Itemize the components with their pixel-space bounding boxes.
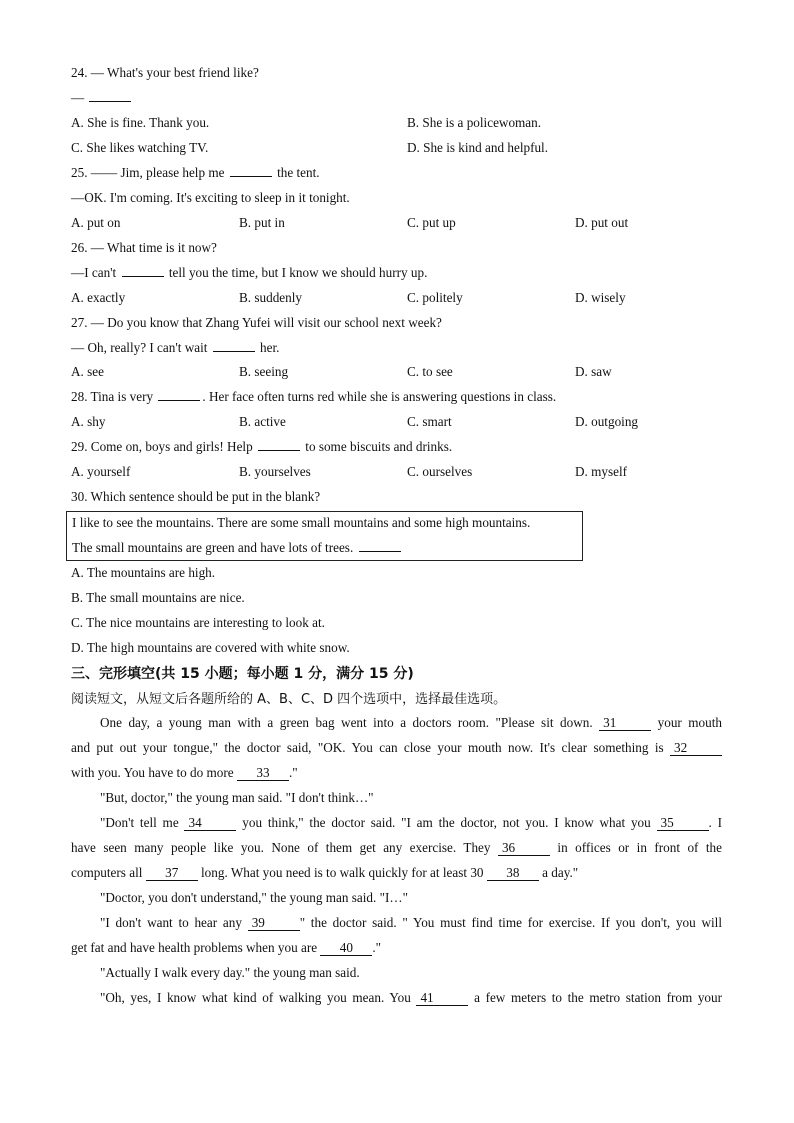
- answer-blank: [230, 164, 272, 177]
- q27-option-b: B. seeing: [239, 364, 289, 379]
- passage-line-4: "But, doctor," the young man said. "I don't think…": [100, 790, 374, 805]
- q30-option-d: D. The high mountains are covered with white snow.: [71, 640, 350, 655]
- passage-line-7: computers all 37 long. What you need is to walk quickly for at least 30 38 a day.": [71, 865, 579, 880]
- q26-option-c: C. politely: [407, 290, 463, 305]
- q29-option-d: D. myself: [575, 464, 628, 479]
- passage-line-10: get fat and have health problems when you are 40 .": [71, 940, 382, 955]
- q26-option-b: B. suddenly: [239, 290, 303, 305]
- q26-stem: 26. — What time is it now?: [71, 240, 217, 255]
- q28-option-a: A. shy: [71, 414, 106, 429]
- answer-blank: [89, 89, 131, 102]
- blank-38: 38: [487, 866, 539, 881]
- blank-40: 40: [320, 941, 372, 956]
- q27-stem: 27. — Do you know that Zhang Yufei will visit our school next week?: [71, 315, 442, 330]
- blank-35: 35: [657, 816, 709, 831]
- q29-stem: 29. Come on, boys and girls! Help to some biscuits and drinks.: [71, 439, 453, 454]
- blank-37: 37: [146, 866, 198, 881]
- q30-option-a: A. The mountains are high.: [71, 565, 216, 580]
- answer-blank: [122, 264, 164, 277]
- passage-line-6: have seen many people like you. None of them get any exercise. They 36 in offices or in front of the: [71, 840, 722, 855]
- q29-option-b: B. yourselves: [239, 464, 311, 479]
- q25-option-b: B. put in: [239, 215, 285, 230]
- q24-reply: —: [71, 89, 133, 107]
- q27-option-c: C. to see: [407, 364, 453, 379]
- q28-option-b: B. active: [239, 414, 286, 429]
- q24-option-d: D. She is kind and helpful.: [407, 140, 549, 155]
- q29-option-a: A. yourself: [71, 464, 131, 479]
- q30-stem: 30. Which sentence should be put in the blank?: [71, 489, 321, 504]
- q25-reply: —OK. I'm coming. It's exciting to sleep in it tonight.: [71, 190, 350, 205]
- passage-line-11: "Actually I walk every day." the young man said.: [100, 965, 360, 980]
- q30-option-c: C. The nice mountains are interesting to look at.: [71, 615, 325, 630]
- blank-41: 41: [416, 991, 468, 1006]
- passage-line-3: with you. You have to do more 33 .": [71, 765, 298, 780]
- q24-option-a: A. She is fine. Thank you.: [71, 115, 210, 130]
- passage-line-5: "Don't tell me 34 you think," the doctor said. "I am the doctor, not you. I know what you 35 . I: [100, 815, 723, 830]
- blank-34: 34: [184, 816, 236, 831]
- q29-option-c: C. ourselves: [407, 464, 473, 479]
- answer-blank: [158, 388, 200, 401]
- q30-box-line-1: I like to see the mountains. There are some small mountains and some high mountains.: [72, 515, 531, 530]
- q27-option-a: A. see: [71, 364, 104, 379]
- answer-blank: [258, 438, 300, 451]
- q25-option-a: A. put on: [71, 215, 121, 230]
- q27-reply: — Oh, really? I can't wait her.: [71, 340, 280, 355]
- q26-option-d: D. wisely: [575, 290, 626, 305]
- blank-31: 31: [599, 716, 651, 731]
- q24-option-b: B. She is a policewoman.: [407, 115, 542, 130]
- blank-39: 39: [248, 916, 300, 931]
- passage-line-8: "Doctor, you don't understand," the young man said. "I…": [100, 890, 408, 905]
- q27-option-d: D. saw: [575, 364, 612, 379]
- q30-box-line-2: The small mountains are green and have lots of trees.: [72, 539, 403, 557]
- passage-line-9: "I don't want to hear any 39 " the doctor said. " You must find time for exercise. If you don't, you will: [100, 915, 722, 930]
- q25-option-d: D. put out: [575, 215, 629, 230]
- q30-option-b: B. The small mountains are nice.: [71, 590, 245, 605]
- q28-option-d: D. outgoing: [575, 414, 639, 429]
- section-instruction: 阅读短文，从短文后各题所给的 A、B、C、D 四个选项中，选择最佳选项。: [71, 692, 507, 707]
- q25-option-c: C. put up: [407, 215, 456, 230]
- answer-blank: [213, 339, 255, 352]
- blank-33: 33: [237, 766, 289, 781]
- blank-36: 36: [498, 841, 550, 856]
- q28-option-c: C. smart: [407, 414, 452, 429]
- q26-option-a: A. exactly: [71, 290, 126, 305]
- blank-32: 32: [670, 741, 722, 756]
- q26-reply: —I can't tell you the time, but I know we should hurry up.: [71, 265, 428, 280]
- q25-stem: 25. —— Jim, please help me the tent.: [71, 165, 320, 180]
- q28-stem: 28. Tina is very . Her face often turns red while she is answering questions in class.: [71, 389, 557, 404]
- passage-line-1: One day, a young man with a green bag went into a doctors room. "Please sit down. 31 your mouth: [100, 715, 722, 730]
- q24-option-c: C. She likes watching TV.: [71, 140, 209, 155]
- passage-line-12: "Oh, yes, I know what kind of walking you mean. You 41 a few meters to the metro station from your: [100, 990, 723, 1005]
- answer-blank: [359, 539, 401, 552]
- passage-line-2: and put out your tongue," the doctor said, "OK. You can close your mouth now. It's clear something is 32: [71, 739, 722, 757]
- section-title: 三、完形填空(共 15 小题；每小题 1 分，满分 15 分): [71, 666, 414, 682]
- q24-stem: 24. — What's your best friend like?: [71, 65, 259, 80]
